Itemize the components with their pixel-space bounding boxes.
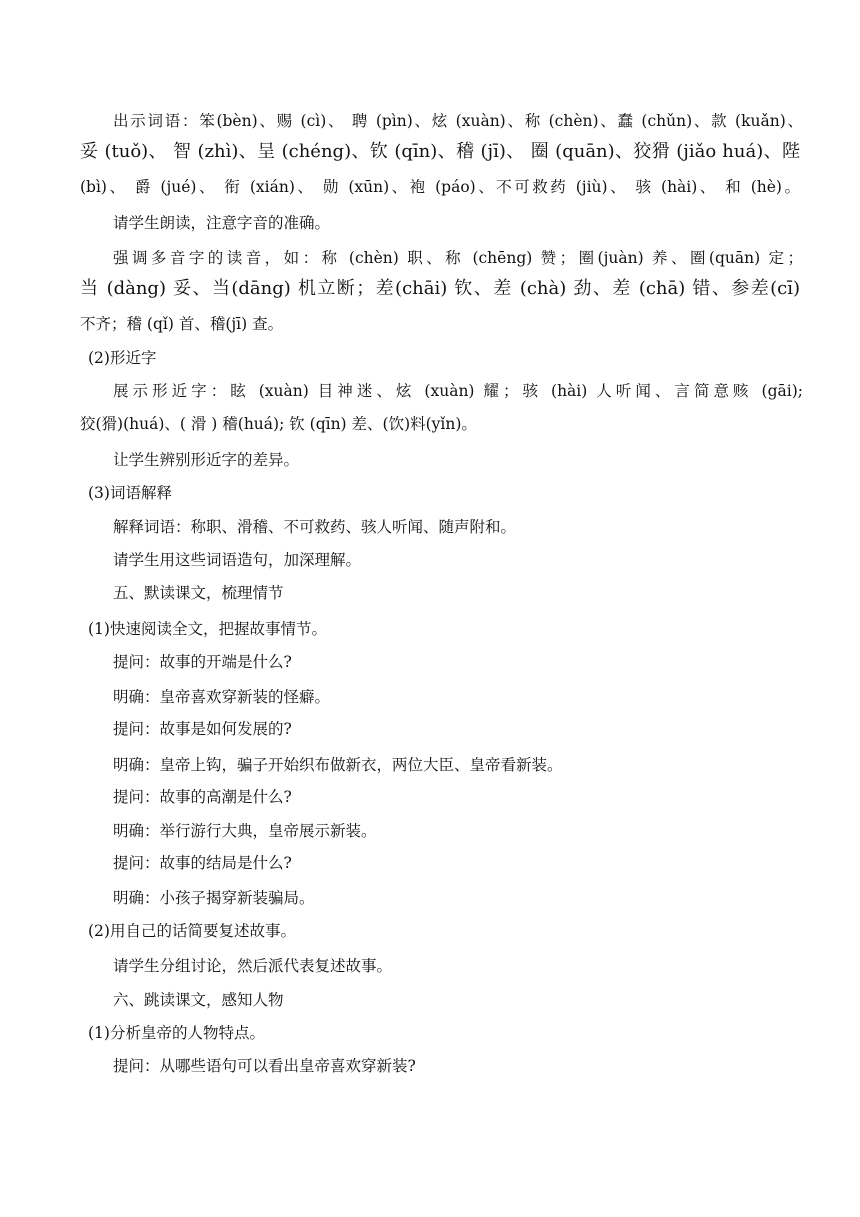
section-heading-word-explanation: (3)词语解释 — [88, 484, 172, 502]
polyphone-line-1: 强调多音字的读音，如：称 (chèn) 职、称 (chēng) 赞；圈(juàn) 养、圈(quān) 定； — [113, 249, 803, 267]
word-explanation-line: 解释词语：称职、滑稽、不可救药、骇人听闻、随声附和。 — [113, 518, 517, 536]
polyphone-line-2: 当 (dàng) 妥、当(dāng) 机立断；差(chāi) 钦、差 (chà) 劲、差 (chā) 错、参差(cī) — [80, 278, 800, 299]
answer-climax: 明确：举行游行大典，皇帝展示新装。 — [113, 822, 377, 840]
vocab-line-2: 妥 (tuǒ)、 智 (zhì)、呈 (chéng)、钦 (qīn)、稽 (jī)、 圈 (quān)、狡猾 (jiǎo huá)、陛 — [80, 141, 800, 162]
similar-chars-line-2: 狡(猾)(huá)、( 滑 ) 稽(huá); 钦 (qīn) 差、(饮)料(yǐn)。 — [80, 415, 477, 433]
instruction-distinguish: 让学生辨别形近字的差异。 — [113, 451, 300, 469]
vocab-line-1: 出示词语：笨(bèn)、赐 (cì)、 聘 (pìn)、炫 (xuàn)、称 (chèn)、蠢 (chǔn)、款 (kuǎn)、 — [113, 112, 803, 130]
question-development: 提问：故事是如何发展的? — [113, 720, 292, 738]
question-beginning: 提问：故事的开端是什么? — [113, 653, 292, 671]
question-emperor-clothes: 提问：从哪些语句可以看出皇帝喜欢穿新装? — [113, 1057, 416, 1075]
vocab-line-3: (bì)、 爵 (jué)、 衔 (xián)、 勋 (xūn)、袍 (páo)、不可救药 (jiù)、 骇 (hài)、 和 (hè)。 — [80, 178, 800, 196]
subsection-retell: (2)用自己的话简要复述故事。 — [88, 922, 296, 940]
subsection-emperor-traits: (1)分析皇帝的人物特点。 — [88, 1024, 265, 1042]
answer-development: 明确：皇帝上钩，骗子开始织布做新衣，两位大臣、皇帝看新装。 — [113, 756, 563, 774]
instruction-group-retell: 请学生分组讨论，然后派代表复述故事。 — [113, 957, 393, 975]
subsection-read-fast: (1)快速阅读全文，把握故事情节。 — [88, 620, 327, 638]
question-ending: 提问：故事的结局是什么? — [113, 854, 292, 872]
similar-chars-line-1: 展示形近字：眩 (xuàn) 目神迷、炫 (xuàn) 耀；骇 (hài) 人听闻、言简意赅 (gāi); — [113, 382, 803, 400]
polyphone-line-3: 不齐；稽 (qǐ) 首、稽(jī) 查。 — [80, 315, 284, 333]
answer-beginning: 明确：皇帝喜欢穿新装的怪癖。 — [113, 688, 331, 706]
question-climax: 提问：故事的高潮是什么? — [113, 788, 292, 806]
instruction-make-sentences: 请学生用这些词语造句，加深理解。 — [113, 551, 362, 569]
answer-ending: 明确：小孩子揭穿新装骗局。 — [113, 889, 315, 907]
instruction-read-aloud: 请学生朗读，注意字音的准确。 — [113, 214, 331, 232]
section-heading-similar-chars: (2)形近字 — [88, 349, 157, 367]
section-heading-five: 五、默读课文，梳理情节 — [113, 584, 284, 602]
section-heading-six: 六、跳读课文，感知人物 — [113, 991, 284, 1009]
